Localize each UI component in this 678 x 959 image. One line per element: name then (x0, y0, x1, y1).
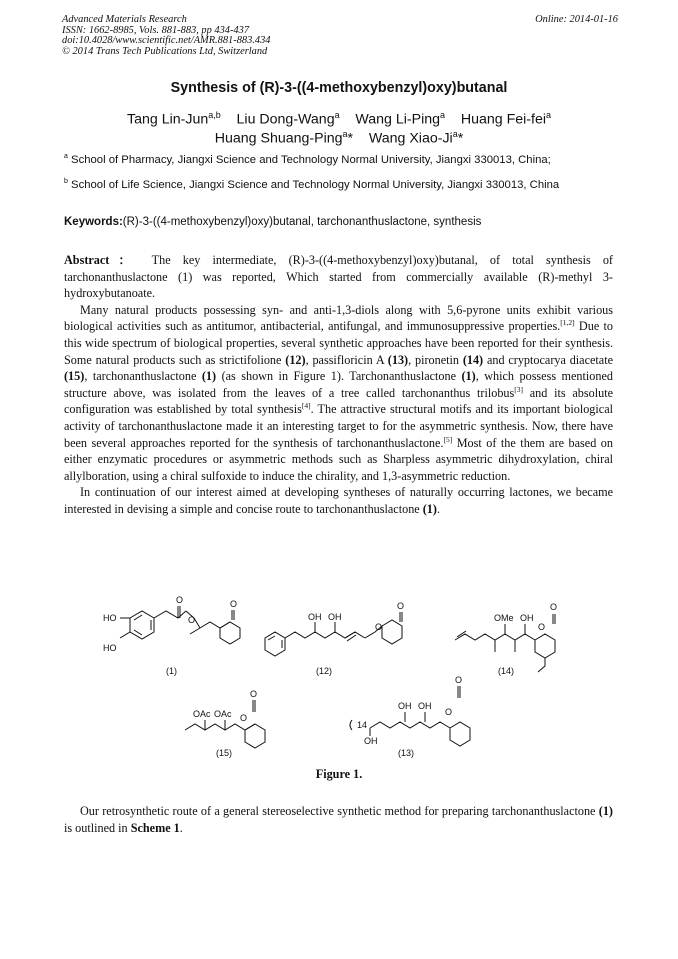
figure-structures (90, 590, 600, 765)
keywords-text: (R)-3-((4-methoxybenzyl)oxy)butanal, tarchonanthuslactone, synthesis (122, 216, 482, 228)
affiliation-a: $^a$ School of Pharmacy, Jiangxi Science and Technology Normal University, Jiangxi 330013, China; (64, 153, 551, 166)
author: Tang Lin-Jun (126, 111, 209, 128)
label-o12-c: O (397, 601, 405, 611)
label-o13-c: O (455, 675, 463, 685)
label-oac15b: OAc (214, 709, 232, 719)
author: Liu Dong-Wang (236, 111, 335, 128)
abstract: Abstract： The key intermediate, (R)-3-((4-methoxybenzyl)oxy)butanal, of total synthesis of tarchonanthuslactone (1) was reported, Which started from commercially available (R)-methyl 3-hydroxybutanoate. (64, 253, 613, 301)
label-oh12a: OH (308, 612, 322, 622)
keywords-label: Keywords: (64, 216, 123, 228)
journal-issn: ISSN: 1662-8985, Vols. 881-883, pp 434-437 (62, 24, 250, 36)
author: Huang Fei-fei (460, 111, 546, 128)
compound-13: (13) (398, 748, 415, 758)
author-line-2: Huang Shuang-Ping$^a$* Wang Xiao-Ji$^a$* (214, 129, 464, 147)
label-oh12b: OH (328, 612, 342, 622)
online-date: Online: 2014-01-16 (535, 14, 618, 25)
compound-12: (12) (316, 666, 333, 676)
label-chain-14: 14 (357, 720, 368, 730)
structure-1 (120, 606, 240, 644)
body-text-bottom (64, 803, 613, 836)
author: Huang Shuang-Ping (214, 130, 343, 147)
label-oh14: OH (520, 613, 534, 623)
body-text-top (64, 252, 613, 518)
label-ho1: HO (103, 613, 117, 623)
label-oh13c: OH (364, 736, 378, 746)
label-o14-ring: O (538, 622, 546, 632)
author-line-1: Tang Lin-Jun$^{a,b}$ Liu Dong-Wang$^a$ Wang Li-Ping$^a$ Huang Fei-fei$^a$ (126, 110, 552, 128)
label-ho2: HO (103, 643, 117, 653)
figure-caption: Figure 1. (315, 767, 363, 781)
label-oh13a: OH (398, 701, 412, 711)
paragraph-continuation: In continuation of our interest aimed at developing syntheses of naturally occurring lactones, we became interested in devising a simple and concise route to tarchonanthuslactone (1). (64, 485, 613, 516)
label-oh13b: OH (418, 701, 432, 711)
paper-title: Synthesis of (R)-3-((4-methoxybenzyl)oxy)butanal (170, 80, 508, 96)
affiliation-b: $^b$ School of Life Science, Jiangxi Science and Technology Normal University, Jiangxi 330013, China (64, 178, 560, 191)
label-o13-ring: O (445, 707, 453, 717)
label-o15-c: O (250, 689, 258, 699)
label-o12-ring: O (375, 622, 383, 632)
paragraph-retrosynthesis: Our retrosynthetic route of a general stereoselective synthetic method for preparing tarchonanthuslactone (1) is outlined in Scheme 1. (64, 804, 613, 835)
journal-copyright: © 2014 Trans Tech Publications Ltd, Switzerland (62, 45, 268, 57)
label-o-c1: O (230, 599, 238, 609)
journal-doi: doi:10.4028/www.scientific.net/AMR.881-883.434 (62, 35, 271, 46)
label-ome14: OMe (494, 613, 514, 623)
compound-1: (1) (166, 666, 177, 676)
label-o14-c: O (550, 602, 558, 612)
journal-header (62, 15, 618, 57)
journal-name: Advanced Materials Research (62, 14, 187, 25)
paragraph-intro: Many natural products possessing syn- and anti-1,3-diols along with 5,6-pyrone units exhibit various biological activities such as antitumor, antibacterial, antifungal, and immunosuppressive properties.[1,2] Due to this wide spectrum of biological properties, several synthetic approaches have been reported for their synthesis. Some natural products such as strictifolione (12), passifloricin A (13), pironetin (14) and cryptocarya diacetate (15), tarchonanthuslactone (1) (as shown in Figure 1). Tarchonanthuslactone (1), which possess mentioned structure above, was isolated from the leaves of a tree called tarchonanthus trilobus[3] and its absolute configuration was established by total synthesis[4]. The attractive structural motifs and its important biological activity of tarchonanthuslactone made it an interesting target to for the asymmetric synthesis. Now, there have been several approaches reported for the synthesis of tarchonanthuslactone.[5] Most of the them are based on either enzymatic procedures or asymmetric methods such as Sharpless asymmetric dihydroxylation, chiral allylboration, using a chiral sulfoxide to induce the chirality, and 1,3-asymmetric reduction. (64, 302, 614, 483)
label-o15-ring: O (240, 713, 248, 723)
label-o-ring1: O (188, 615, 196, 625)
structure-15 (185, 700, 265, 748)
label-o-ester: O (176, 595, 184, 605)
author: Wang Xiao-Ji (368, 130, 453, 147)
label-oac15a: OAc (193, 709, 211, 719)
author: Wang Li-Ping (355, 111, 441, 128)
abstract-label: Abstract： (64, 253, 140, 267)
compound-15: (15) (216, 748, 233, 758)
compound-14: (14) (498, 666, 515, 676)
keywords (64, 216, 481, 228)
